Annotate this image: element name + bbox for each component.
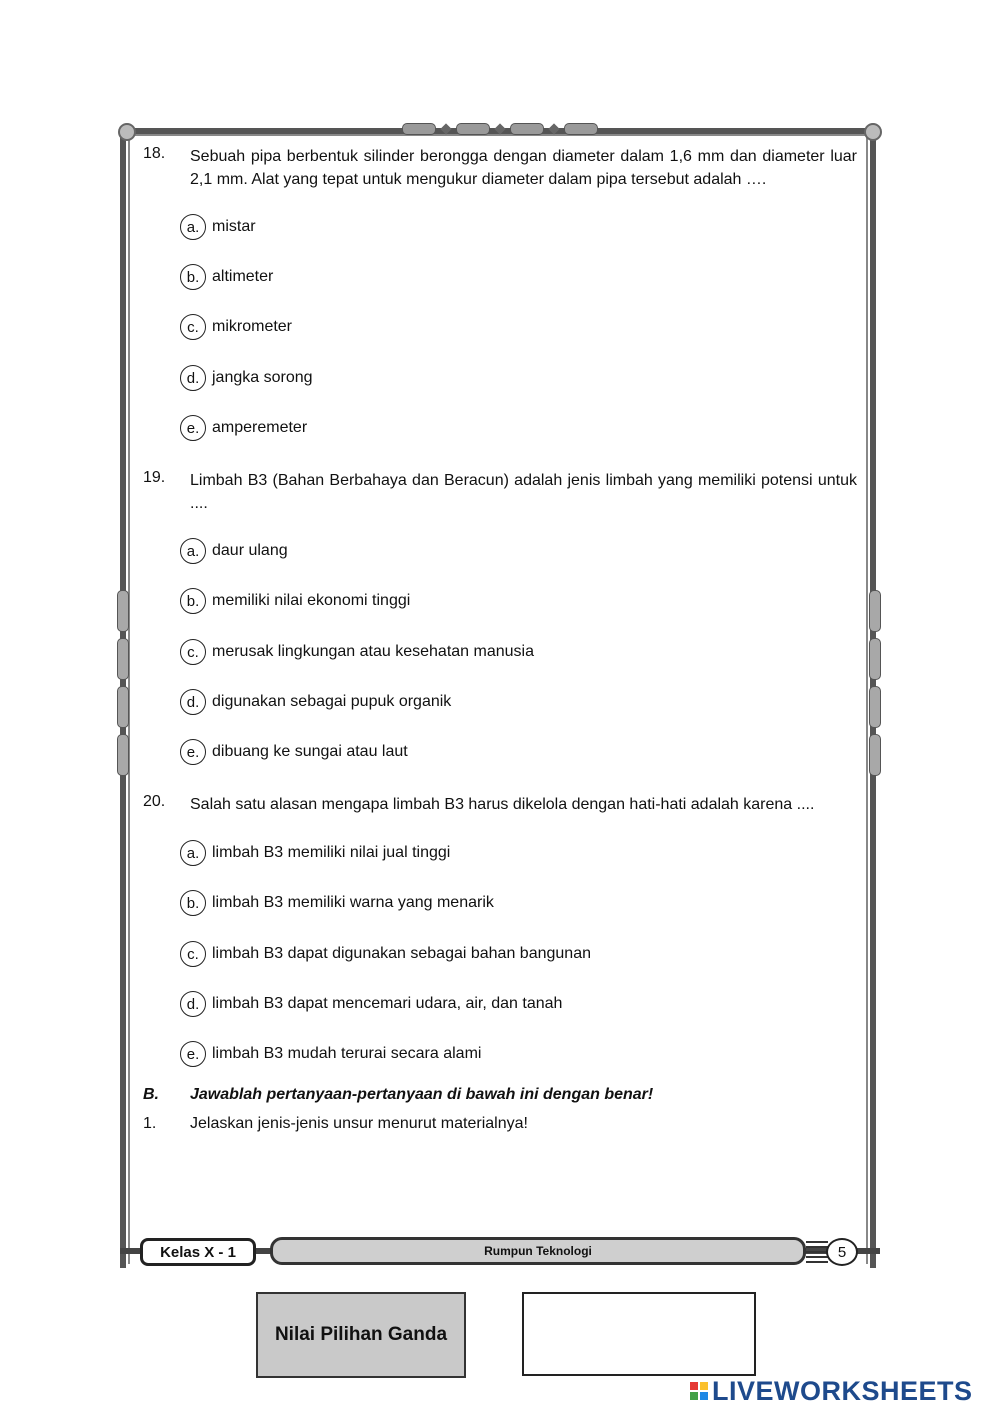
option-letter-circle[interactable]: c.	[180, 941, 206, 967]
logo-icon	[690, 1382, 708, 1400]
question-text: Sebuah pipa berbentuk silinder berongga dengan diameter dalam 1,6 mm dan diameter luar 2,1 mm. Alat yang tepat untuk mengukur diameter dalam pipa tersebut adalah ….	[190, 148, 857, 188]
option-text: mistar	[212, 218, 256, 235]
option-text: mikrometer	[212, 318, 293, 335]
option-item[interactable]	[180, 888, 494, 918]
option-item[interactable]	[180, 737, 408, 767]
option-letter-circle[interactable]: e.	[180, 1041, 206, 1067]
right-side-ornament	[869, 590, 881, 800]
option-item[interactable]	[180, 586, 410, 616]
essay-number: 1.	[143, 1115, 157, 1132]
option-text: digunakan sebagai pupuk organik	[212, 693, 452, 710]
score-value-box[interactable]	[522, 1292, 756, 1376]
option-item[interactable]	[180, 363, 313, 393]
option-text: limbah B3 dapat digunakan sebagai bahan bangunan	[212, 945, 591, 962]
option-letter-circle[interactable]: a.	[180, 214, 206, 240]
frame-corner-ornament	[864, 123, 882, 141]
question-number: 19.	[143, 469, 166, 486]
option-letter-circle[interactable]: a.	[180, 538, 206, 564]
option-item[interactable]	[180, 939, 591, 969]
option-item[interactable]	[180, 1039, 481, 1069]
option-letter-circle[interactable]: b.	[180, 890, 206, 916]
option-item[interactable]	[180, 212, 256, 242]
option-text: dibuang ke sungai atau laut	[212, 743, 408, 760]
footer-stripes	[806, 1241, 828, 1263]
option-item[interactable]	[180, 312, 292, 342]
option-item[interactable]	[180, 413, 307, 443]
question-text: Limbah B3 (Bahan Berbahaya dan Beracun) adalah jenis limbah yang memiliki potensi untuk ....	[190, 472, 857, 512]
option-letter-circle[interactable]: c.	[180, 639, 206, 665]
option-text: daur ulang	[212, 542, 288, 559]
option-letter-circle[interactable]: b.	[180, 264, 206, 290]
option-text: merusak lingkungan atau kesehatan manusia	[212, 643, 534, 660]
option-text: limbah B3 dapat mencemari udara, air, dan tanah	[212, 995, 563, 1012]
option-letter-circle[interactable]: c.	[180, 314, 206, 340]
question-text: Salah satu alasan mengapa limbah B3 harus dikelola dengan hati-hati adalah karena ....	[190, 796, 815, 813]
kelas-label: Kelas X - 1	[140, 1238, 256, 1266]
option-item[interactable]	[180, 687, 451, 717]
option-letter-circle[interactable]: d.	[180, 689, 206, 715]
brand-name: LIVEWORKSHEETS	[712, 1375, 973, 1406]
option-text: altimeter	[212, 268, 274, 285]
option-letter-circle[interactable]: a.	[180, 840, 206, 866]
option-item[interactable]	[180, 536, 288, 566]
option-letter-circle[interactable]: d.	[180, 991, 206, 1017]
option-item[interactable]	[180, 262, 273, 292]
page-number: 5	[826, 1238, 858, 1266]
option-text: limbah B3 mudah terurai secara alami	[212, 1045, 482, 1062]
question-number: 18.	[143, 145, 166, 162]
section-b-label: B.	[143, 1086, 159, 1103]
option-letter-circle[interactable]: d.	[180, 365, 206, 391]
option-text: limbah B3 memiliki nilai jual tinggi	[212, 844, 451, 861]
option-item[interactable]	[180, 838, 450, 868]
option-text: limbah B3 memiliki warna yang menarik	[212, 894, 494, 911]
rumpun-label: Rumpun Teknologi	[270, 1237, 806, 1265]
option-letter-circle[interactable]: b.	[180, 588, 206, 614]
option-item[interactable]	[180, 989, 562, 1019]
option-text: jangka sorong	[212, 369, 313, 386]
top-ornament	[395, 122, 605, 136]
option-item[interactable]	[180, 637, 534, 667]
option-text: amperemeter	[212, 419, 308, 436]
frame-corner-ornament	[118, 123, 136, 141]
liveworksheets-logo	[690, 1376, 973, 1406]
score-label: Nilai Pilihan Ganda	[256, 1292, 466, 1378]
question-number: 20.	[143, 793, 166, 810]
left-side-ornament	[117, 590, 129, 800]
option-text: memiliki nilai ekonomi tinggi	[212, 592, 411, 609]
essay-question: Jelaskan jenis-jenis unsur menurut materialnya!	[190, 1115, 528, 1132]
option-letter-circle[interactable]: e.	[180, 415, 206, 441]
section-b-instruction: Jawablah pertanyaan-pertanyaan di bawah ini dengan benar!	[190, 1086, 654, 1103]
option-letter-circle[interactable]: e.	[180, 739, 206, 765]
